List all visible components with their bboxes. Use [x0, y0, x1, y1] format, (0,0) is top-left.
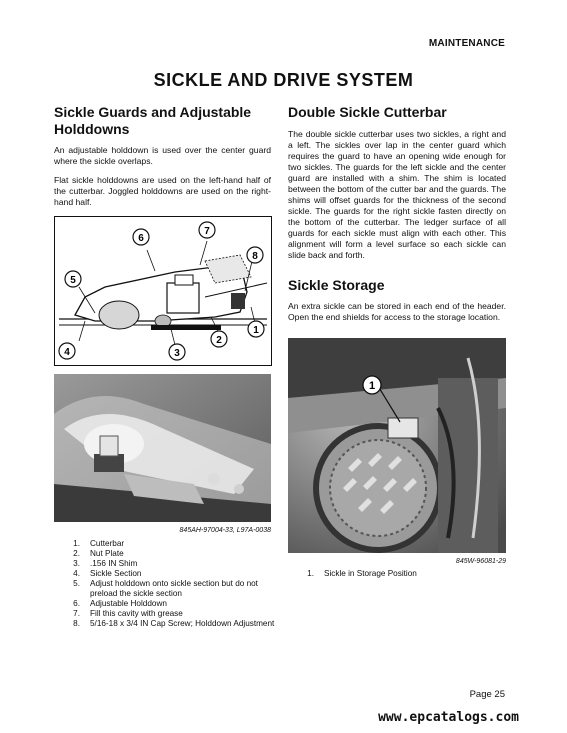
callout-4-label: 4: [64, 347, 70, 358]
holddown-diagram: [54, 216, 272, 366]
list-item: [58, 539, 278, 549]
list-item-number: 3.: [73, 559, 80, 568]
left-heading-line1: Sickle Guards and Adjustable: [54, 104, 252, 120]
left-paragraph-2: Flat sickle holddowns are used on the left-hand half of the cutterbar. Joggled holddowns are used on the right-hand half.: [54, 175, 271, 207]
callout-1-label: 1: [253, 325, 259, 336]
right-heading-2: Sickle Storage: [288, 277, 385, 293]
photo-callout-1-label: 1: [368, 380, 376, 392]
list-item-text: Nut Plate: [90, 549, 124, 558]
list-item-number: 5.: [73, 579, 80, 588]
left-photo-caption: 845AH-97004-33, L97A-0038: [179, 527, 271, 534]
list-item: [58, 619, 278, 629]
list-item: [58, 559, 278, 569]
list-item-text: Sickle in Storage Position: [324, 569, 417, 578]
watermark-link[interactable]: www.epcatalogs.com: [378, 710, 519, 725]
list-item-number: 2.: [73, 549, 80, 558]
right-paragraph-1: The double sickle cutterbar uses two sickles, a right and a left. The sickles over lap in the center guard which requires the guard to have an opening wide enough for two sickles. The guards for the left sickle and the center guard are installed with a shim. The shim is located between the bottom of the cutter bar and the guards. The shims will offset guards for the thickness of the second sickle. The guards for the right sickle fasten directly on the bottom of the cutterbar. The ledger surface of all guards for each sickle must align with each other. This alignment will form a level surface so each sickle can slide back and forth.: [288, 129, 506, 260]
right-parts-list: [292, 569, 506, 579]
list-item-text: Sickle Section: [90, 569, 142, 578]
list-item-number: 7.: [73, 609, 80, 618]
callout-8-label: 8: [252, 251, 258, 262]
list-item-number: 6.: [73, 599, 80, 608]
right-photo-caption: 845W-96081-29: [455, 558, 506, 565]
list-item: [58, 579, 278, 599]
callout-6-label: 6: [138, 233, 144, 244]
holddown-photo: [54, 374, 271, 522]
callout-5-label: 5: [70, 275, 76, 286]
holddown-diagram-svg: [55, 217, 271, 365]
section-header: MAINTENANCE: [428, 38, 505, 49]
list-item-text: Adjustable Holddown: [90, 599, 167, 608]
list-item-number: 4.: [73, 569, 80, 578]
page-number: Page 25: [469, 689, 505, 700]
left-heading: [54, 104, 274, 138]
callout-7-label: 7: [204, 226, 210, 237]
right-paragraph-2: An extra sickle can be stored in each end of the header. Open the end shields for access to the storage location.: [288, 301, 506, 322]
list-item: [58, 549, 278, 559]
left-heading-line2: Holddowns: [54, 121, 130, 137]
list-item-text: Cutterbar: [90, 539, 125, 548]
callout-2-label: 2: [216, 335, 222, 346]
list-item: [292, 569, 506, 579]
list-item-number: 8.: [73, 619, 80, 628]
list-item: [58, 569, 278, 579]
list-item-number: 1.: [73, 539, 80, 548]
left-parts-list: [58, 539, 278, 629]
sickle-storage-photo: [288, 338, 506, 553]
list-item-text: 5/16-18 x 3/4 IN Cap Screw; Holddown Adjustment: [90, 619, 275, 628]
holddown-photo-svg: [54, 374, 271, 522]
sickle-storage-photo-svg: [288, 338, 506, 553]
list-item-number: 1.: [307, 569, 314, 578]
left-paragraph-1: An adjustable holddown is used over the center guard where the sickle overlaps.: [54, 145, 271, 166]
list-item-text: Adjust holddown onto sickle section but do not preload the sickle section: [90, 579, 258, 598]
right-heading-1: Double Sickle Cutterbar: [288, 104, 447, 120]
list-item: [58, 599, 278, 609]
list-item-text: Fill this cavity with grease: [90, 609, 183, 618]
page-title: SICKLE AND DRIVE SYSTEM: [153, 70, 414, 90]
callout-3-label: 3: [174, 348, 180, 359]
list-item-text: .156 IN Shim: [90, 559, 138, 568]
list-item: [58, 609, 278, 619]
